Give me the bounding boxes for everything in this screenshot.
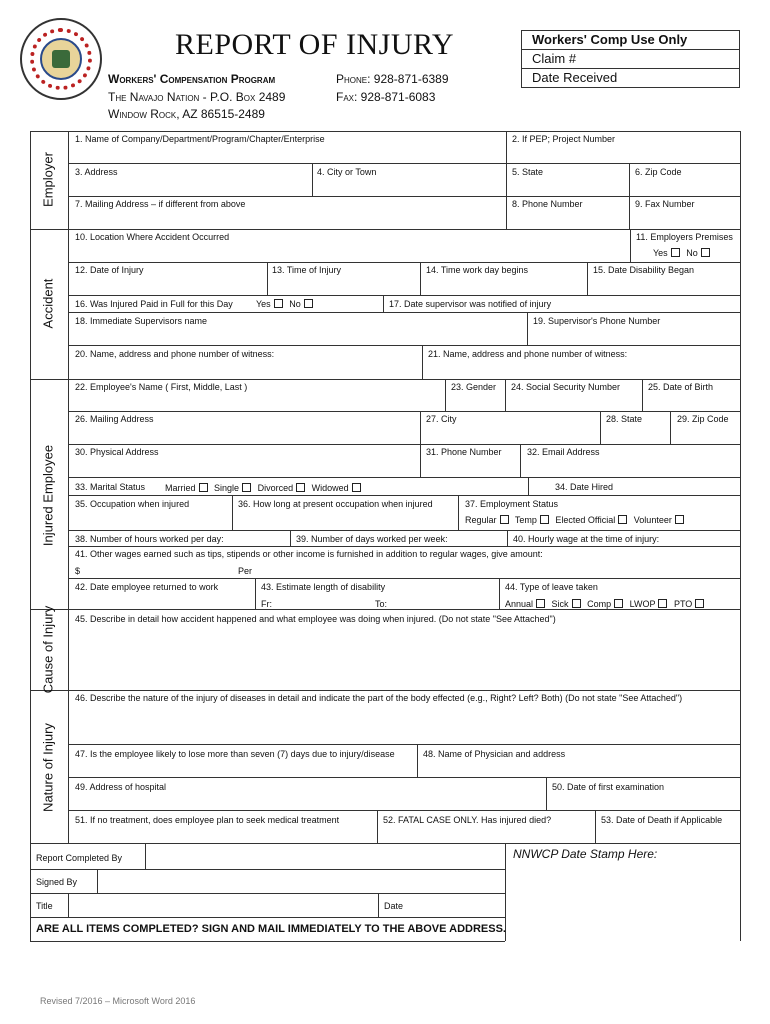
field-city[interactable]: 4. City or Town xyxy=(317,167,377,177)
field-time-of-injury[interactable]: 13. Time of Injury xyxy=(272,265,342,275)
field-hours-per-day[interactable]: 38. Number of hours worked per day: xyxy=(75,534,224,544)
field-company-name[interactable]: 1. Name of Company/Department/Program/Chapter/Enterprise xyxy=(75,134,325,144)
field-paid-in-full: 16. Was Injured Paid in Full for this Day xyxy=(75,299,233,309)
field-supervisor-phone[interactable]: 19. Supervisor's Phone Number xyxy=(533,316,661,326)
field-employee-mailing-address[interactable]: 26. Mailing Address xyxy=(75,414,154,424)
org-address-line1: The Navajo Nation - P.O. Box 2489 xyxy=(108,90,286,104)
paid-in-full-options: Yes No xyxy=(256,299,317,310)
field-other-wages: 41. Other wages earned such as tips, stipends or other income is furnished in addition to regular wages, give amount: xyxy=(75,549,543,559)
field-employers-premises: 11. Employers Premises xyxy=(636,232,733,242)
field-seek-treatment[interactable]: 51. If no treatment, does employee plan to seek medical treatment xyxy=(75,815,340,825)
field-workday-begins[interactable]: 14. Time work day begins xyxy=(426,265,529,275)
signer-title[interactable]: Title xyxy=(36,901,53,911)
disability-from[interactable]: Fr: xyxy=(261,599,272,609)
section-nature-of-injury: Nature of Injury xyxy=(40,723,56,812)
paid-no-checkbox[interactable] xyxy=(304,299,313,308)
field-employee-city[interactable]: 27. City xyxy=(426,414,457,424)
temp-checkbox[interactable] xyxy=(540,515,549,524)
report-completed-by[interactable]: Report Completed By xyxy=(36,853,123,863)
field-employment-status: 37. Employment Status xyxy=(465,499,559,509)
field-employee-phone[interactable]: 31. Phone Number xyxy=(426,447,502,457)
program-name: Workers' Compensation Program xyxy=(108,72,276,86)
field-leave-type: 44. Type of leave taken xyxy=(505,582,598,592)
section-cause-of-injury: Cause of Injury xyxy=(40,605,56,694)
field-injury-description[interactable]: 46. Describe the nature of the injury of diseases in detail and indicate the part of the body effected (e.g., Right? Left? Both) (Do not state "See Attached") xyxy=(75,693,683,703)
revision-footer: Revised 7/2016 – Microsoft Word 2016 xyxy=(40,996,196,1006)
org-phone: Phone: 928-871-6389 xyxy=(336,72,449,86)
field-disability-began[interactable]: 15. Date Disability Began xyxy=(593,265,695,275)
form-title: REPORT OF INJURY xyxy=(175,28,455,61)
field-phone[interactable]: 8. Phone Number xyxy=(512,199,583,209)
field-employee-zip[interactable]: 29. Zip Code xyxy=(677,414,729,424)
signature-date[interactable]: Date xyxy=(384,901,404,911)
volunteer-checkbox[interactable] xyxy=(675,515,684,524)
field-email[interactable]: 32. Email Address xyxy=(527,447,600,457)
field-state[interactable]: 5. State xyxy=(512,167,544,177)
field-witness-1[interactable]: 20. Name, address and phone number of witness: xyxy=(75,349,275,359)
field-days-per-week[interactable]: 39. Number of days worked per week: xyxy=(296,534,448,544)
disability-to[interactable]: To: xyxy=(375,599,388,609)
paid-yes-checkbox[interactable] xyxy=(274,299,283,308)
field-witness-2[interactable]: 21. Name, address and phone number of witness: xyxy=(428,349,628,359)
field-supervisor-notified-date[interactable]: 17. Date supervisor was notified of injury xyxy=(389,299,552,309)
section-accident: Accident xyxy=(40,278,56,329)
section-employer: Employer xyxy=(40,152,56,207)
divorced-checkbox[interactable] xyxy=(296,483,305,492)
field-first-exam-date[interactable]: 50. Date of first examination xyxy=(552,782,665,792)
other-wages-per[interactable]: Per xyxy=(238,566,253,576)
field-date-hired[interactable]: 34. Date Hired xyxy=(555,482,614,492)
field-address[interactable]: 3. Address xyxy=(75,167,118,177)
field-gender[interactable]: 23. Gender xyxy=(451,382,497,392)
field-fax[interactable]: 9. Fax Number xyxy=(635,199,695,209)
field-hourly-wage[interactable]: 40. Hourly wage at the time of injury: xyxy=(513,534,660,544)
single-checkbox[interactable] xyxy=(242,483,251,492)
field-zip[interactable]: 6. Zip Code xyxy=(635,167,682,177)
pto-checkbox[interactable] xyxy=(695,599,704,608)
signed-by[interactable]: Signed By xyxy=(36,877,78,887)
married-checkbox[interactable] xyxy=(199,483,208,492)
sick-checkbox[interactable] xyxy=(572,599,581,608)
field-supervisor-name[interactable]: 18. Immediate Supervisors name xyxy=(75,316,208,326)
completion-notice: ARE ALL ITEMS COMPLETED? SIGN AND MAIL IMMEDIATELY TO THE ABOVE ADDRESS. xyxy=(36,923,506,935)
annual-checkbox[interactable] xyxy=(536,599,545,608)
field-lose-seven-days[interactable]: 47. Is the employee likely to lose more than seven (7) days due to injury/disease xyxy=(75,749,395,759)
lwop-checkbox[interactable] xyxy=(658,599,667,608)
field-date-of-death[interactable]: 53. Date of Death if Applicable xyxy=(601,815,723,825)
field-marital-status: 33. Marital Status xyxy=(75,482,146,492)
field-physician[interactable]: 48. Name of Physician and address xyxy=(423,749,566,759)
elected-official-checkbox[interactable] xyxy=(618,515,627,524)
regular-checkbox[interactable] xyxy=(500,515,509,524)
date-received-field[interactable]: Date Received xyxy=(532,70,618,85)
field-date-of-injury[interactable]: 12. Date of Injury xyxy=(75,265,144,275)
field-mailing-address[interactable]: 7. Mailing Address – if different from above xyxy=(75,199,246,209)
field-accident-location[interactable]: 10. Location Where Accident Occurred xyxy=(75,232,230,242)
field-physical-address[interactable]: 30. Physical Address xyxy=(75,447,159,457)
use-only-title: Workers' Comp Use Only xyxy=(522,31,739,50)
field-employee-name[interactable]: 22. Employee's Name ( First, Middle, Last ) xyxy=(75,382,248,392)
field-date-of-birth[interactable]: 25. Date of Birth xyxy=(648,382,714,392)
field-fatal-case[interactable]: 52. FATAL CASE ONLY. Has injured died? xyxy=(383,815,552,825)
marital-status-options: Married Single Divorced Widowed xyxy=(165,483,365,494)
comp-checkbox[interactable] xyxy=(614,599,623,608)
field-project-number[interactable]: 2. If PEP; Project Number xyxy=(512,134,616,144)
field-employee-state[interactable]: 28. State xyxy=(606,414,643,424)
field-occupation[interactable]: 35. Occupation when injured xyxy=(75,499,190,509)
org-fax: Fax: 928-871-6083 xyxy=(336,90,436,104)
field-hospital-address[interactable]: 49. Address of hospital xyxy=(75,782,167,792)
section-injured-employee: Injured Employee xyxy=(40,444,56,547)
leave-type-options: Annual Sick Comp LWOP PTO xyxy=(505,599,708,610)
premises-yes-checkbox[interactable] xyxy=(671,248,680,257)
org-address-line2: Window Rock, AZ 86515-2489 xyxy=(108,107,265,121)
premises-no-checkbox[interactable] xyxy=(701,248,710,257)
field-occupation-duration[interactable]: 36. How long at present occupation when injured xyxy=(238,499,433,509)
field-accident-description[interactable]: 45. Describe in detail how accident happened and what employee was doing when injured. (Do not state "See Attached") xyxy=(75,614,556,624)
date-stamp-area: NNWCP Date Stamp Here: xyxy=(513,847,658,861)
employment-status-options: Regular Temp Elected Official Volunteer xyxy=(465,515,688,526)
claim-number-field[interactable]: Claim # xyxy=(522,50,739,69)
field-return-to-work-date[interactable]: 42. Date employee returned to work xyxy=(75,582,219,592)
field-ssn[interactable]: 24. Social Security Number xyxy=(511,382,621,392)
widowed-checkbox[interactable] xyxy=(352,483,361,492)
field-disability-length: 43. Estimate length of disability xyxy=(261,582,386,592)
premises-options: Yes No xyxy=(653,248,714,259)
other-wages-amount[interactable]: $ xyxy=(75,566,81,576)
